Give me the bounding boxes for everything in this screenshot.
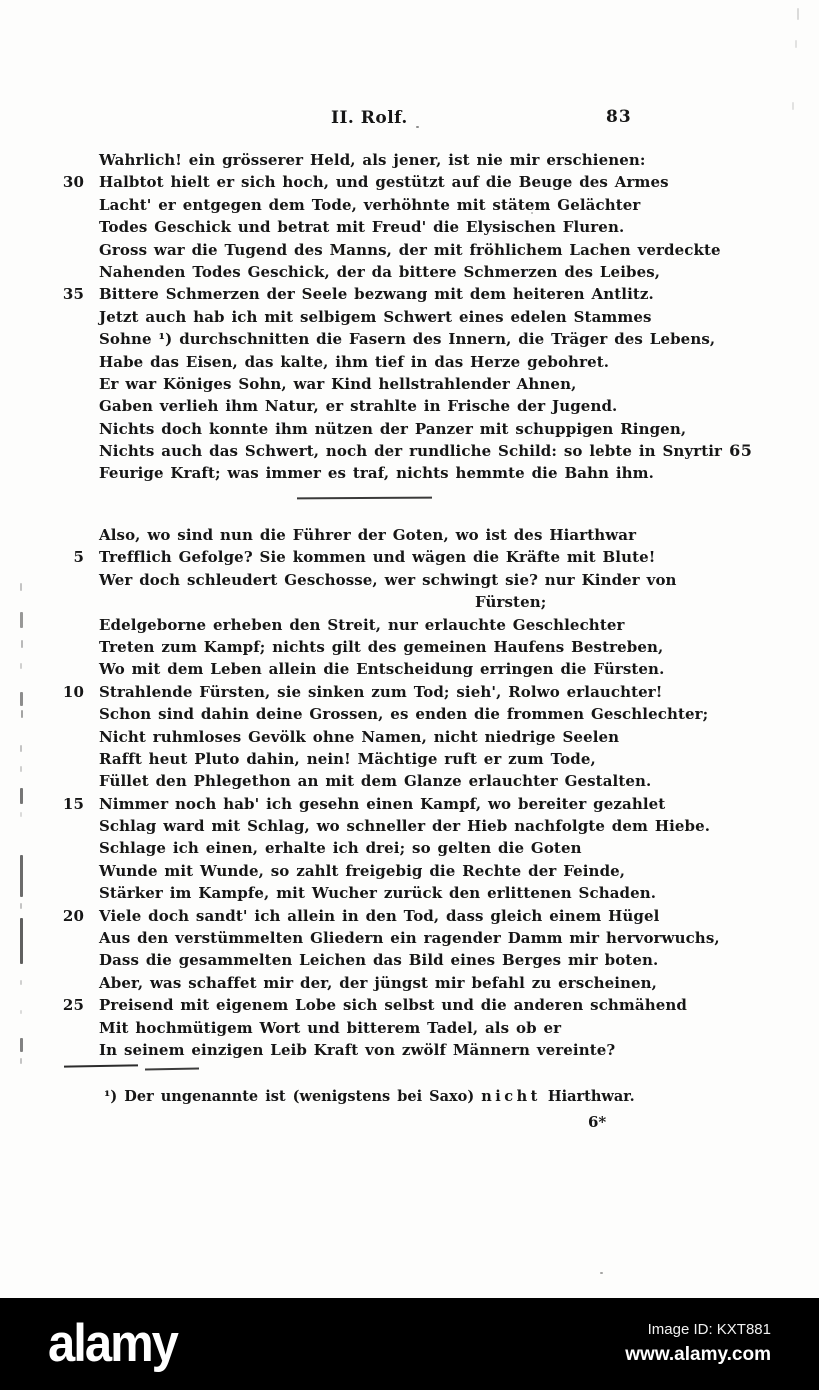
image-id-label: Image ID: KXT881 (647, 1321, 771, 1339)
poem-line (0, 949, 819, 971)
scan-mark (531, 212, 533, 214)
scan-mark (797, 8, 799, 20)
scan-mark (21, 710, 23, 718)
scan-mark (600, 1272, 603, 1274)
poem-line (0, 972, 819, 994)
line-text: Aber, was schaffet mir der, der jüngst mir befahl zu erscheinen, (99, 973, 658, 992)
line-text: Nahenden Todes Geschick, der da bittere Schmerzen des Leibes, (99, 262, 661, 281)
alamy-url: www.alamy.com (625, 1344, 771, 1366)
poem-line (0, 748, 819, 770)
poem-line (0, 395, 819, 417)
scan-mark (20, 612, 23, 628)
poem-line (0, 770, 819, 792)
poem-line (0, 1039, 819, 1061)
scan-mark (792, 102, 794, 110)
verse-line-number: 10 (62, 682, 84, 701)
scan-mark (20, 583, 22, 591)
printer-signature-mark: 6* (588, 1113, 607, 1131)
scan-mark (20, 903, 22, 909)
scan-mark (20, 812, 22, 817)
poem-line (0, 462, 819, 484)
footnote-emphasis: nicht (481, 1088, 541, 1105)
scan-mark (20, 692, 23, 706)
poem-line (0, 1017, 819, 1039)
footnote-rule (145, 1068, 199, 1071)
line-text: Rafft heut Pluto dahin, nein! Mächtige ruft er zum Tode, (99, 749, 596, 768)
line-text: Schlag ward mit Schlag, wo schneller der Hieb nachfolgte dem Hiebe. (99, 817, 711, 836)
scan-mark (20, 980, 22, 985)
line-text: Feurige Kraft; was immer es traf, nichts hemmte die Bahn ihm. (99, 464, 654, 483)
line-text: Dass die gesammelten Leichen das Bild eines Berges mir boten. (99, 951, 659, 970)
line-text: Nicht ruhmloses Gevölk ohne Namen, nicht niedrige Seelen (99, 727, 620, 746)
poem-line (0, 905, 819, 927)
poem-line (0, 171, 819, 193)
line-text: In seinem einzigen Leib Kraft von zwölf Männern vereinte? (99, 1040, 616, 1059)
line-text: Trefflich Gefolge? Sie kommen und wägen die Kräfte mit Blute! (99, 548, 656, 567)
footnote-rule (64, 1064, 138, 1067)
poem-line (0, 636, 819, 658)
line-text: Nichts doch konnte ihm nützen der Panzer mit schuppigen Ringen, (99, 419, 687, 438)
line-text: Er war Königes Sohn, war Kind hellstrahlender Ahnen, (99, 374, 577, 393)
alamy-watermark-bar (0, 1298, 819, 1390)
poem-line (0, 681, 819, 703)
verse-line-number: 20 (62, 906, 84, 925)
line-text: Also, wo sind nun die Führer der Goten, wo ist des Hiarthwar (99, 526, 637, 544)
poem-line (0, 882, 819, 904)
verse-line-number: 25 (62, 996, 84, 1015)
scan-mark (20, 663, 22, 669)
line-text: Schon sind dahin deine Grossen, es enden die frommen Geschlechter; (99, 705, 709, 724)
poem-line (0, 373, 819, 395)
verse-line-number: 35 (62, 285, 84, 304)
alamy-logo: alamy (48, 1314, 177, 1373)
verse-line-number: 5 (73, 548, 84, 567)
scan-mark (20, 745, 22, 752)
line-text: Treten zum Kampf; nichts gilt des gemeinen Haufens Bestreben, (99, 637, 664, 656)
line-text: Wer doch schleudert Geschosse, wer schwingt sie? nur Kinder von (99, 570, 677, 589)
poem-line (0, 546, 819, 568)
line-text: Schlage ich einen, erhalte ich drei; so gelten die Goten (99, 839, 582, 858)
line-text: Lacht' er entgegen dem Tode, verhöhnte mit stätem Gelächter (99, 195, 641, 214)
scan-mark (20, 918, 23, 964)
scan-mark (20, 788, 23, 804)
poem-line (0, 328, 819, 350)
scan-mark (416, 126, 419, 128)
poem-line (0, 351, 819, 373)
poem-line (0, 994, 819, 1016)
line-text: Aus den verstümmelten Gliedern ein ragender Damm mir hervorwuchs, (99, 929, 720, 948)
line-text: Gross war die Tugend des Manns, der mit fröhlichem Lachen verdeckte (99, 240, 721, 259)
poem-line (0, 793, 819, 815)
poem-line (0, 524, 819, 546)
footnote-marker: ¹) (104, 1088, 125, 1105)
poem-line (0, 306, 819, 328)
poem-line (0, 216, 819, 238)
line-text: Strahlende Fürsten, sie sinken zum Tod; sieh', Rolwo erlauchter! (99, 682, 663, 701)
poem-line (0, 591, 819, 613)
line-text: Mit hochmütigem Wort und bitterem Tadel, als ob er (99, 1018, 562, 1037)
poem-line (0, 569, 819, 591)
line-text: Halbtot hielt er sich hoch, und gestützt auf die Beuge des Armes (99, 173, 669, 192)
line-text: Stärker im Kampfe, mit Wucher zurück den erlittenen Schaden. (99, 884, 657, 903)
line-text: Bittere Schmerzen der Seele bezwang mit dem heiteren Antlitz. (99, 285, 654, 304)
poem-line (0, 703, 819, 725)
verse-line-number: 30 (62, 173, 84, 192)
line-text: Preisend mit eigenem Lobe sich selbst und die anderen schmähend (99, 996, 687, 1015)
stanza-2 (0, 524, 819, 1061)
line-text: Jetzt auch hab ich mit selbigem Schwert eines edelen Stammes (99, 307, 652, 326)
scan-mark (21, 640, 23, 648)
poem-line (0, 860, 819, 882)
line-text: Edelgeborne erheben den Streit, nur erlauchte Geschlechter (99, 615, 625, 634)
poem-line (0, 837, 819, 859)
footnote-text: Hiarthwar. (540, 1088, 635, 1105)
stanza-1 (0, 149, 819, 485)
footnote (104, 1088, 635, 1105)
marginal-verse-number: 65 (729, 441, 753, 461)
line-text: Nimmer noch hab' ich gesehn einen Kampf, wo bereiter gezahlet (99, 794, 666, 813)
line-text: Wo mit dem Leben allein die Entscheidung erringen die Fürsten. (99, 660, 665, 679)
scan-mark (20, 1058, 22, 1064)
poem-line (0, 418, 819, 440)
poem-line (0, 261, 819, 283)
poem-line (0, 614, 819, 636)
scan-mark (795, 40, 797, 48)
chapter-running-head: II. Rolf. (331, 108, 408, 128)
watermark-info (625, 1319, 771, 1368)
poem-line (0, 149, 819, 171)
line-text: Wunde mit Wunde, so zahlt freigebig die Rechte der Feinde, (99, 861, 626, 880)
footnote-text: Der ungenannte ist (wenigstens bei Saxo) (124, 1088, 482, 1105)
line-text: Habe das Eisen, das kalte, ihm tief in das Herze gebohret. (99, 352, 610, 371)
line-text: Fürsten; (475, 593, 547, 612)
poem-line (0, 283, 819, 305)
line-text: Gaben verlieh ihm Natur, er strahlte in Frische der Jugend. (99, 397, 618, 416)
stanza-divider-rule (297, 497, 432, 500)
scan-mark (20, 855, 23, 897)
line-text: Füllet den Phlegethon an mit dem Glanze erlauchter Gestalten. (99, 772, 652, 791)
poem-line (0, 726, 819, 748)
poem-line (0, 239, 819, 261)
scan-mark (20, 1010, 22, 1014)
scan-mark (20, 766, 22, 772)
poem-line (0, 194, 819, 216)
line-text: Nichts auch das Schwert, noch der rundliche Schild: so lebte in Snyrtir (99, 442, 723, 461)
page-number: 83 (606, 107, 632, 127)
poem-line (0, 658, 819, 680)
verse-line-number: 15 (62, 794, 84, 813)
poem-line (0, 927, 819, 949)
poem-line (0, 440, 819, 462)
poem-line (0, 815, 819, 837)
line-text: Todes Geschick und betrat mit Freud' die Elysischen Fluren. (99, 218, 625, 237)
scan-mark (20, 1038, 23, 1052)
line-text: Viele doch sandt' ich allein in den Tod, dass gleich einem Hügel (99, 906, 660, 925)
line-text: Sohne ¹) durchschnitten die Fasern des Innern, die Träger des Lebens, (99, 330, 716, 349)
line-text: Wahrlich! ein grösserer Held, als jener, ist nie mir erschienen: (99, 151, 646, 169)
